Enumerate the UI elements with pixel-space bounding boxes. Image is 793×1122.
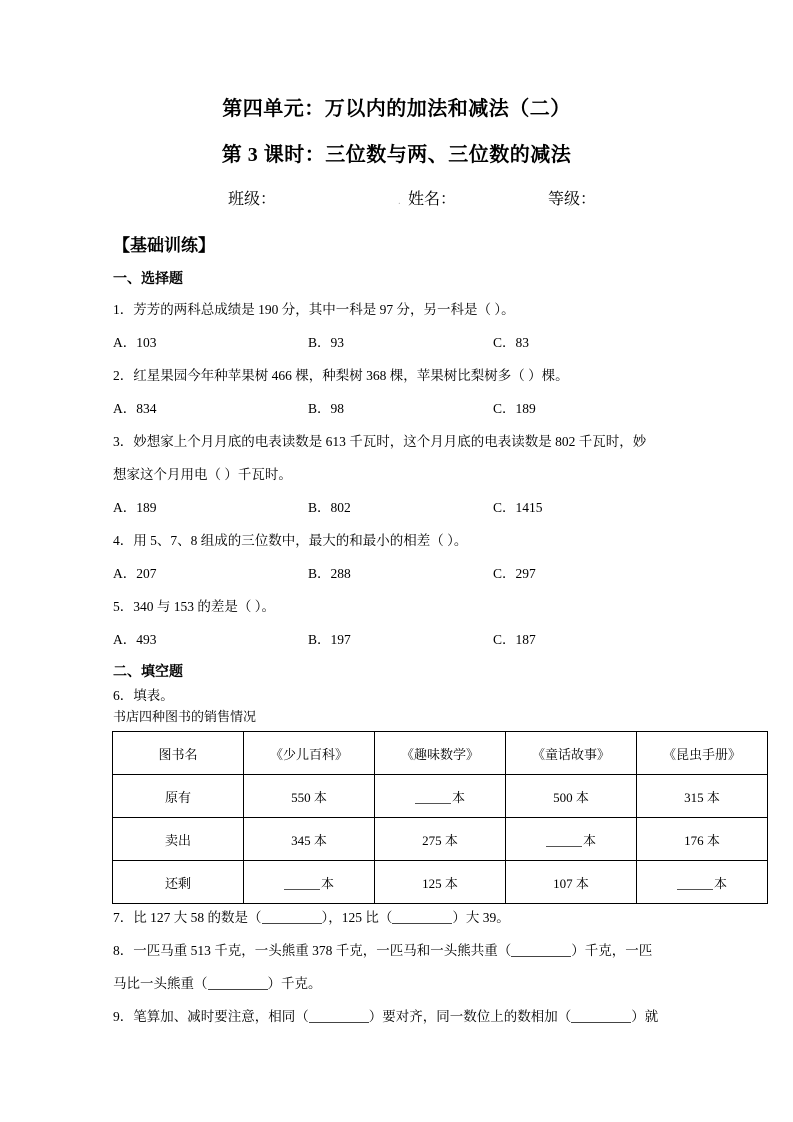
question-8-text-line1 xyxy=(113,941,652,961)
stray-mark: . xyxy=(398,195,401,207)
question-5-option-b[interactable]: B．197 xyxy=(308,632,351,647)
question-7-blank-2[interactable] xyxy=(392,910,452,924)
table-header-cell-0: 图书名 xyxy=(113,732,244,775)
question-1-text: 1．芳芳的两科总成绩是 190 分，其中一科是 97 分，另一科是（ ）。 xyxy=(113,302,515,317)
cell-original-tonghuagushi xyxy=(506,775,637,818)
cell-remaining-kunchongshouce[interactable] xyxy=(637,861,768,904)
cell-value: 本 xyxy=(582,832,596,848)
cell-blank-line xyxy=(677,877,713,890)
row-label-original: 原有 xyxy=(113,775,244,818)
cell-remaining-quweishuxue xyxy=(375,861,506,904)
question-9-blank-2[interactable] xyxy=(571,1009,631,1023)
table-header-cell-1: 《少儿百科》 xyxy=(244,732,375,775)
question-7-part2: ），125 比（ xyxy=(321,910,393,925)
cell-original-kunchongshouce xyxy=(637,775,768,818)
table-row xyxy=(113,818,768,861)
question-9-part1: 9．笔算加、减时要注意，相同（ xyxy=(113,1009,309,1024)
question-7-blank-1[interactable] xyxy=(262,910,322,924)
question-5-text: 5．340 与 153 的差是（ ）。 xyxy=(113,599,275,614)
section-basic-training: 【基础训练】 xyxy=(113,236,215,255)
cell-value: 275 本 xyxy=(422,832,458,848)
cell-value: 315 本 xyxy=(684,789,720,805)
question-6-prompt: 6．填表。 xyxy=(113,688,174,703)
cell-original-quweishuxue[interactable] xyxy=(375,775,506,818)
cell-value: 345 本 xyxy=(291,832,327,848)
table-header-cell-4: 《昆虫手册》 xyxy=(637,732,768,775)
question-2-option-a[interactable]: A．834 xyxy=(113,401,157,416)
cell-value: 本 xyxy=(320,875,334,891)
heading-fill-in-blank: 二、填空题 xyxy=(113,665,183,680)
table-caption: 书店四种图书的销售情况 xyxy=(113,709,257,724)
table-header-row xyxy=(113,732,768,775)
student-info-line xyxy=(228,188,648,213)
question-7-text xyxy=(113,908,510,928)
row-label-remaining: 还剩 xyxy=(113,861,244,904)
cell-remaining-tonghuagushi xyxy=(506,861,637,904)
cell-sold-tonghuagushi[interactable] xyxy=(506,818,637,861)
question-2-options xyxy=(113,399,733,419)
book-sales-table xyxy=(112,731,768,904)
cell-value: 本 xyxy=(451,789,465,805)
cell-value: 500 本 xyxy=(553,789,589,805)
cell-blank-line xyxy=(546,834,582,847)
question-1-option-c[interactable]: C．83 xyxy=(493,335,530,350)
question-8-line2-part1: 马比一头熊重（ xyxy=(113,976,208,991)
question-3-option-a[interactable]: A．189 xyxy=(113,500,157,515)
question-4-text: 4．用 5、7、8 组成的三位数中，最大的和最小的相差（ ）。 xyxy=(113,533,468,548)
question-5-option-c[interactable]: C．187 xyxy=(493,632,536,647)
cell-value: 176 本 xyxy=(684,832,720,848)
question-5-options xyxy=(113,630,733,650)
cell-original-shaoerbaike xyxy=(244,775,375,818)
cell-sold-quweishuxue xyxy=(375,818,506,861)
document-subtitle: 第 3 课时：三位数与两、三位数的减法 xyxy=(221,144,572,166)
name-label: 姓名： xyxy=(408,191,457,208)
question-1-option-a[interactable]: A．103 xyxy=(113,335,157,350)
cell-value: 本 xyxy=(713,875,727,891)
question-8-text-line2 xyxy=(113,974,322,994)
question-3-text-line2: 想家这个月用电（ ）千瓦时。 xyxy=(113,467,292,482)
question-8-blank-1[interactable] xyxy=(511,943,571,957)
document-title: 第四单元：万以内的加法和减法（二） xyxy=(222,98,571,120)
table-header-cell-2: 《趣味数学》 xyxy=(375,732,506,775)
question-9-blank-1[interactable] xyxy=(309,1009,369,1023)
class-label: 班级： xyxy=(228,191,277,208)
row-label-sold: 卖出 xyxy=(113,818,244,861)
table-row xyxy=(113,775,768,818)
question-4-option-a[interactable]: A．207 xyxy=(113,566,157,581)
question-7-part1: 7．比 127 大 58 的数是（ xyxy=(113,910,262,925)
question-8-line2-part2: ）千克。 xyxy=(267,976,322,991)
question-3-options xyxy=(113,498,733,518)
question-4-option-c[interactable]: C．297 xyxy=(493,566,536,581)
cell-remaining-shaoerbaike[interactable] xyxy=(244,861,375,904)
title-block xyxy=(0,92,793,172)
question-2-option-c[interactable]: C．189 xyxy=(493,401,536,416)
question-8-blank-2[interactable] xyxy=(208,976,268,990)
cell-sold-shaoerbaike xyxy=(244,818,375,861)
question-5-option-a[interactable]: A．493 xyxy=(113,632,157,647)
cell-value: 550 本 xyxy=(291,789,327,805)
question-4-options xyxy=(113,564,733,584)
heading-choice-questions: 一、选择题 xyxy=(113,272,183,287)
question-9-part2: ）要对齐，同一数位上的数相加（ xyxy=(368,1009,572,1024)
question-8-line1-part1: 8．一匹马重 513 千克，一头熊重 378 千克，一匹马和一头熊共重（ xyxy=(113,943,512,958)
question-9-text xyxy=(113,1007,658,1027)
grade-label: 等级： xyxy=(548,191,597,208)
question-1-options xyxy=(113,333,733,353)
question-8-line1-part2: ）千克，一匹 xyxy=(571,943,653,958)
table-header-cell-3: 《童话故事》 xyxy=(506,732,637,775)
cell-value: 107 本 xyxy=(553,875,589,891)
question-3-option-b[interactable]: B．802 xyxy=(308,500,351,515)
cell-value: 125 本 xyxy=(422,875,458,891)
question-1-option-b[interactable]: B．93 xyxy=(308,335,345,350)
question-4-option-b[interactable]: B．288 xyxy=(308,566,351,581)
cell-blank-line xyxy=(284,877,320,890)
table-row xyxy=(113,861,768,904)
cell-sold-kunchongshouce xyxy=(637,818,768,861)
question-2-text: 2．红星果园今年种苹果树 466 棵，种梨树 368 棵，苹果树比梨树多（ ）棵。 xyxy=(113,368,569,383)
question-2-option-b[interactable]: B．98 xyxy=(308,401,345,416)
question-3-text-line1: 3．妙想家上个月月底的电表读数是 613 千瓦时，这个月月底的电表读数是 802 千瓦时，妙 xyxy=(113,434,647,449)
question-3-option-c[interactable]: C．1415 xyxy=(493,500,543,515)
cell-blank-line xyxy=(415,791,451,804)
question-7-part3: ）大 39。 xyxy=(452,910,510,925)
question-9-part3: ）就 xyxy=(631,1009,659,1024)
